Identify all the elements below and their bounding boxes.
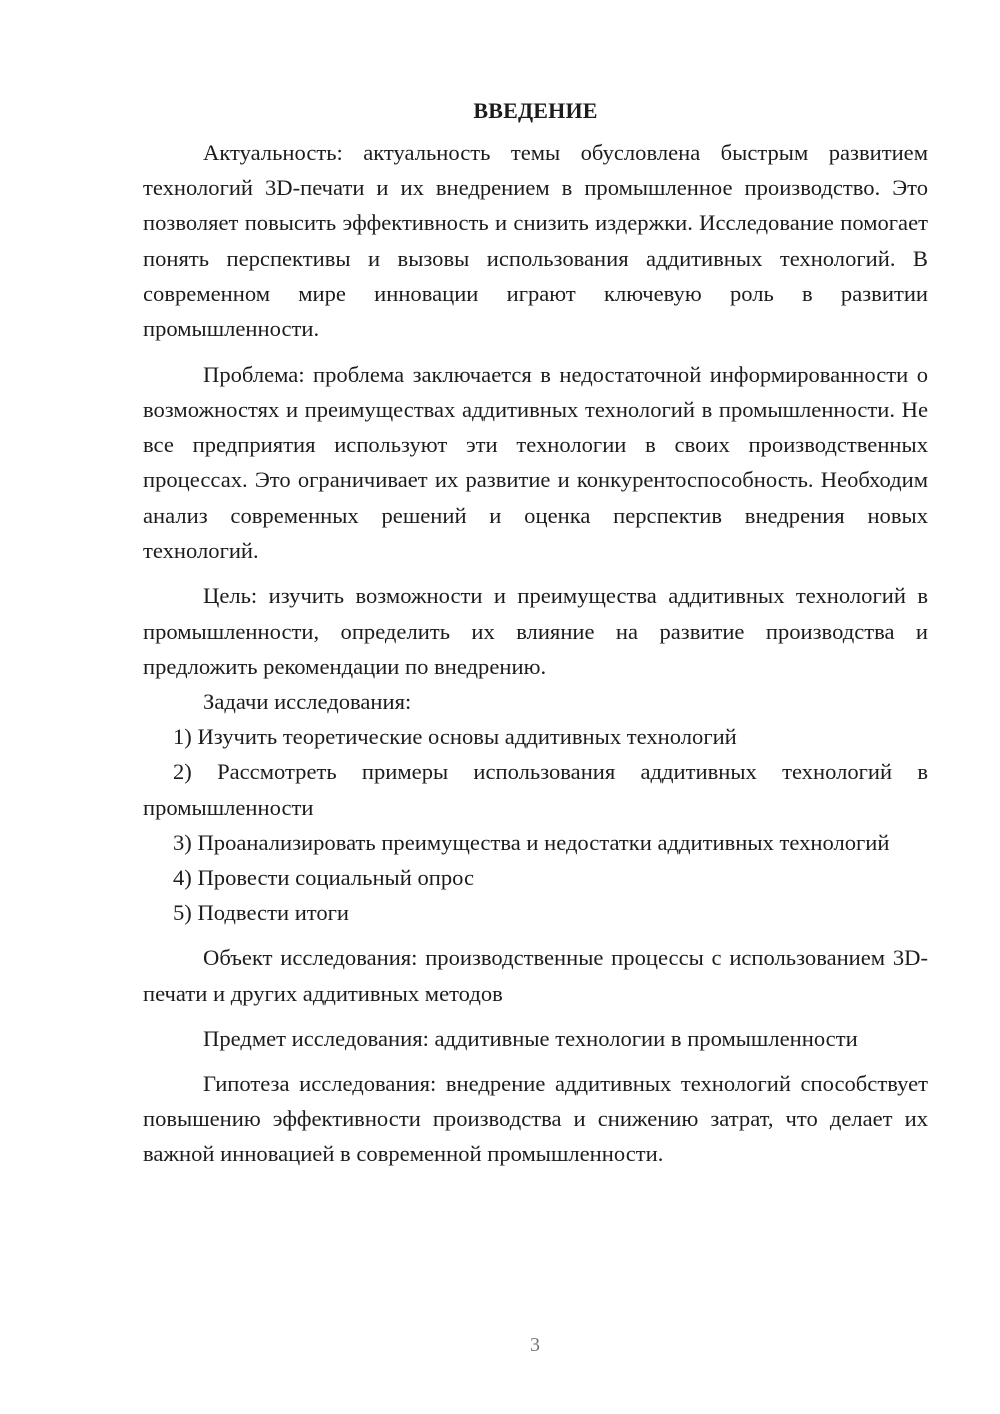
- goal-paragraph: Цель: изучить возможности и преимущества аддитивных технологий в промышленности, определить их влияние на развитие производства и предложить рекомендации по внедрению.: [143, 583, 928, 679]
- task-item: 1) Изучить теоретические основы аддитивных технологий: [173, 724, 737, 750]
- relevance-paragraph: Актуальность: актуальность темы обусловлена быстрым развитием технологий 3D-печати и их внедрением в промышленное производство. Это позволяет повысить эффективность и снизить издержки. Исследование помогает понять перспективы и вызовы использования аддитивных технологий. В современном мире инновации играют ключевую роль в развитии промышленности.: [143, 140, 928, 342]
- section-heading: ВВЕДЕНИЕ: [473, 98, 598, 123]
- task-item: 3) Проанализировать преимущества и недостатки аддитивных технологий: [173, 829, 890, 855]
- problem-paragraph: Проблема: проблема заключается в недостаточной информированности о возможностях и преимуществах аддитивных технологий в промышленности. Не все предприятия используют эти технологии в своих производственных процессах. Это ограничивает их развитие и конкурентоспособность. Необходим анализ современных решений и оценка перспектив внедрения новых технологий.: [143, 361, 928, 563]
- hypothesis-paragraph: Гипотеза исследования: внедрение аддитивных технологий способствует повышению эффективности производства и снижению затрат, что делает их важной инновацией в современной промышленности.: [143, 1071, 928, 1167]
- tasks-title: Задачи исследования:: [203, 689, 412, 715]
- page-content: [143, 93, 928, 1172]
- page-number: 3: [530, 1334, 540, 1356]
- task-item: 4) Провести социальный опрос: [173, 865, 475, 891]
- task-item: 5) Подвести итоги: [173, 900, 350, 926]
- subject-paragraph: Предмет исследования: аддитивные технологии в промышленности: [203, 1025, 858, 1051]
- object-paragraph: Объект исследования: производственные процессы с использованием 3D-печати и других аддитивных методов: [143, 945, 928, 1006]
- tasks-list: [143, 719, 928, 930]
- task-item: 2) Рассмотреть примеры использования аддитивных технологий в промышленности: [143, 759, 928, 820]
